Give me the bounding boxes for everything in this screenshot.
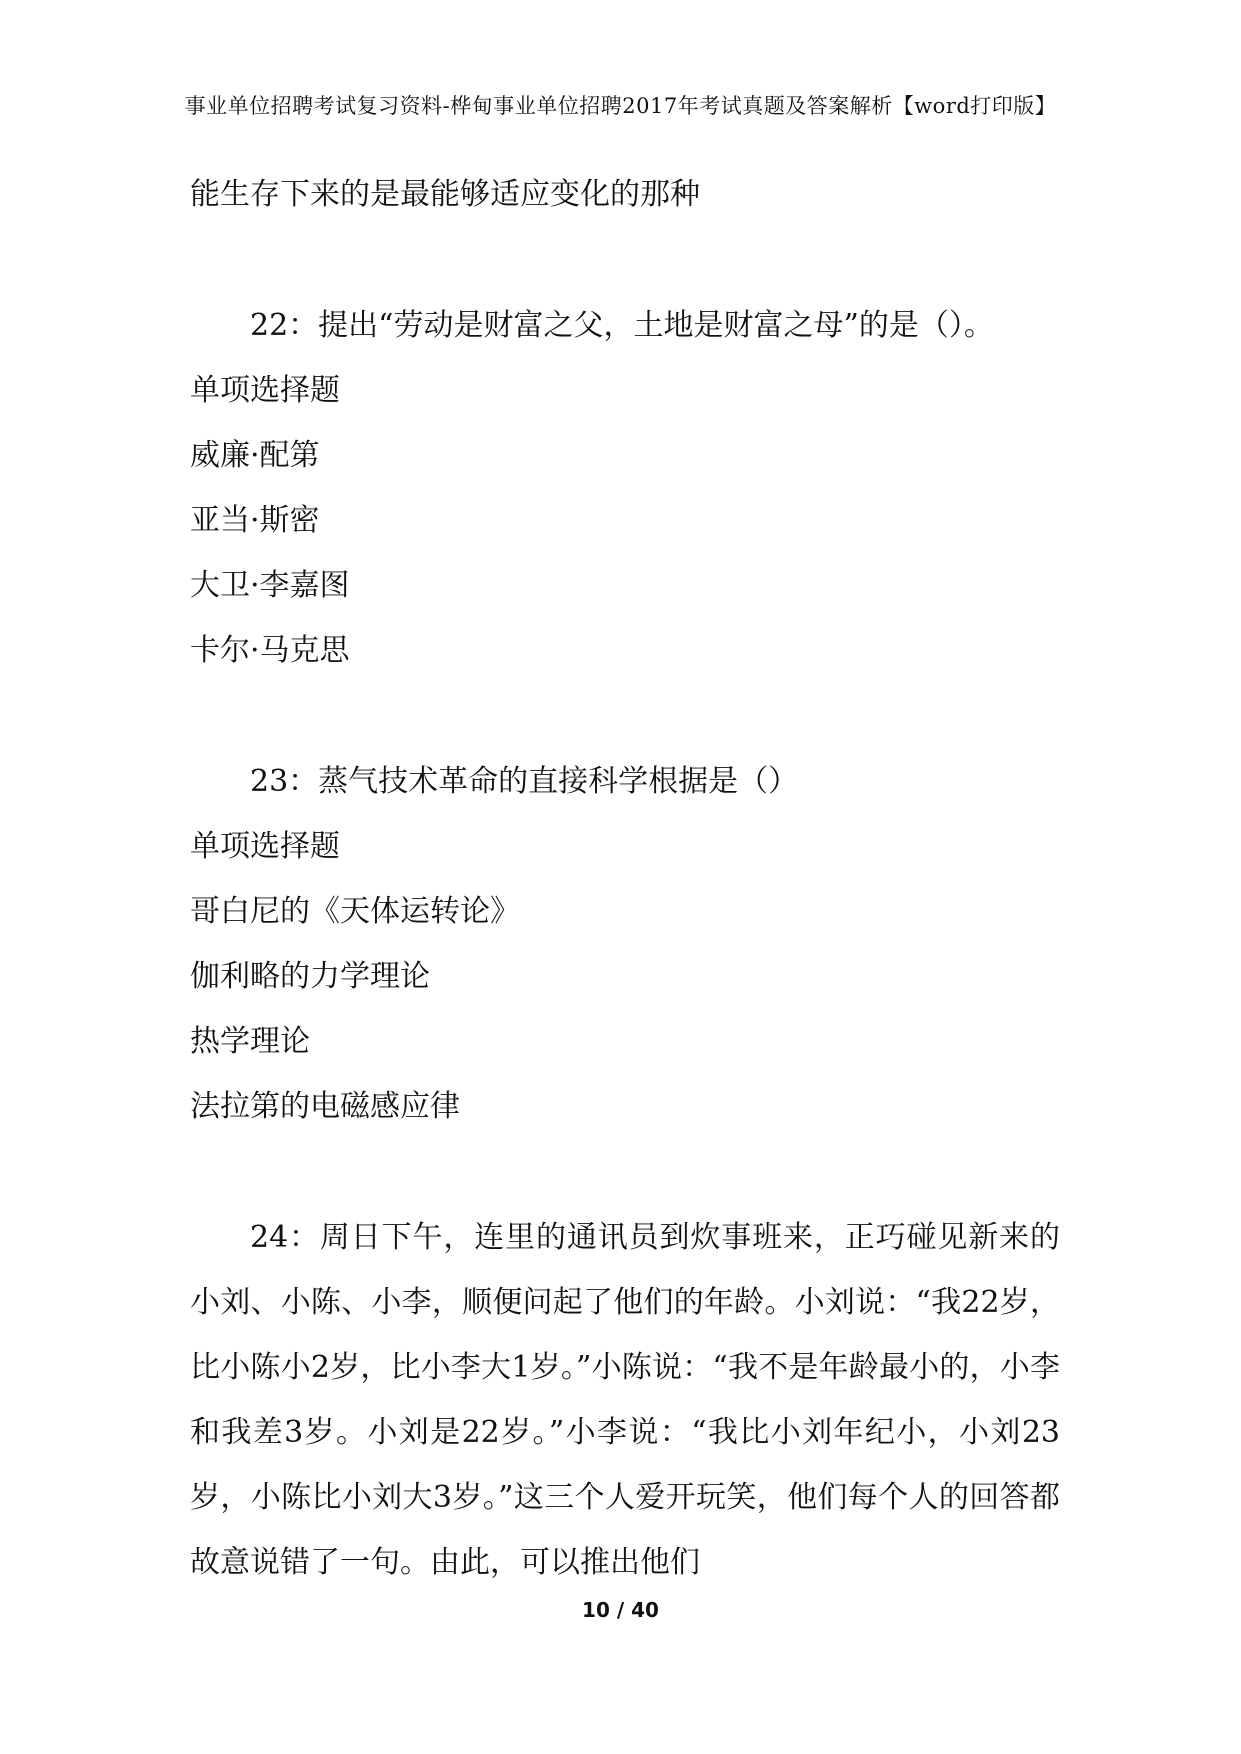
option-a: 威廉·配第: [190, 438, 320, 473]
question-title: 23：蒸气技术革命的直接科学根据是（）: [250, 764, 799, 799]
question-type: 单项选择题: [190, 373, 340, 408]
option-c: 大卫·李嘉图: [190, 568, 350, 603]
spacer: [190, 683, 1060, 749]
option-d: 法拉第的电磁感应律: [190, 1089, 460, 1124]
document-body: [190, 162, 1060, 1595]
header-title: 事业单位招聘考试复习资料-桦甸事业单位招聘2017年考试真题及答案解析【word打印版】: [184, 94, 1057, 118]
question-24: [190, 1205, 1060, 1595]
question-type: 单项选择题: [190, 829, 340, 864]
spacer: [190, 1139, 1060, 1205]
continuation-text: 能生存下来的是最能够适应变化的那种: [190, 177, 700, 212]
option-b: 伽利略的力学理论: [190, 959, 430, 994]
question-paragraph: 24：周日下午，连里的通讯员到炊事班来，正巧碰见新来的小刘、小陈、小李，顺便问起了他们的年龄。小刘说：“我22岁，比小陈小2岁，比小李大1岁。”小陈说：“我不是年龄最小的，小李和我差3岁。小刘是22岁。”小李说：“我比小刘年纪小，小刘23岁，小陈比小刘大3岁。”这三个人爱开玩笑，他们每个人的回答都故意说错了一句。由此，可以推出他们: [190, 1220, 1060, 1580]
option-d: 卡尔·马克思: [190, 633, 350, 668]
question-23: [190, 749, 1060, 1139]
page-indicator: 10 / 40: [582, 1598, 659, 1622]
question-22: [190, 293, 1060, 683]
page-footer: [0, 1598, 1241, 1622]
page-header: [0, 90, 1241, 120]
option-c: 热学理论: [190, 1024, 310, 1059]
option-b: 亚当·斯密: [190, 503, 320, 538]
option-a: 哥白尼的《天体运转论》: [190, 894, 520, 929]
question-title: 22：提出“劳动是财富之父，土地是财富之母”的是（）。: [250, 308, 994, 343]
spacer: [190, 227, 1060, 293]
